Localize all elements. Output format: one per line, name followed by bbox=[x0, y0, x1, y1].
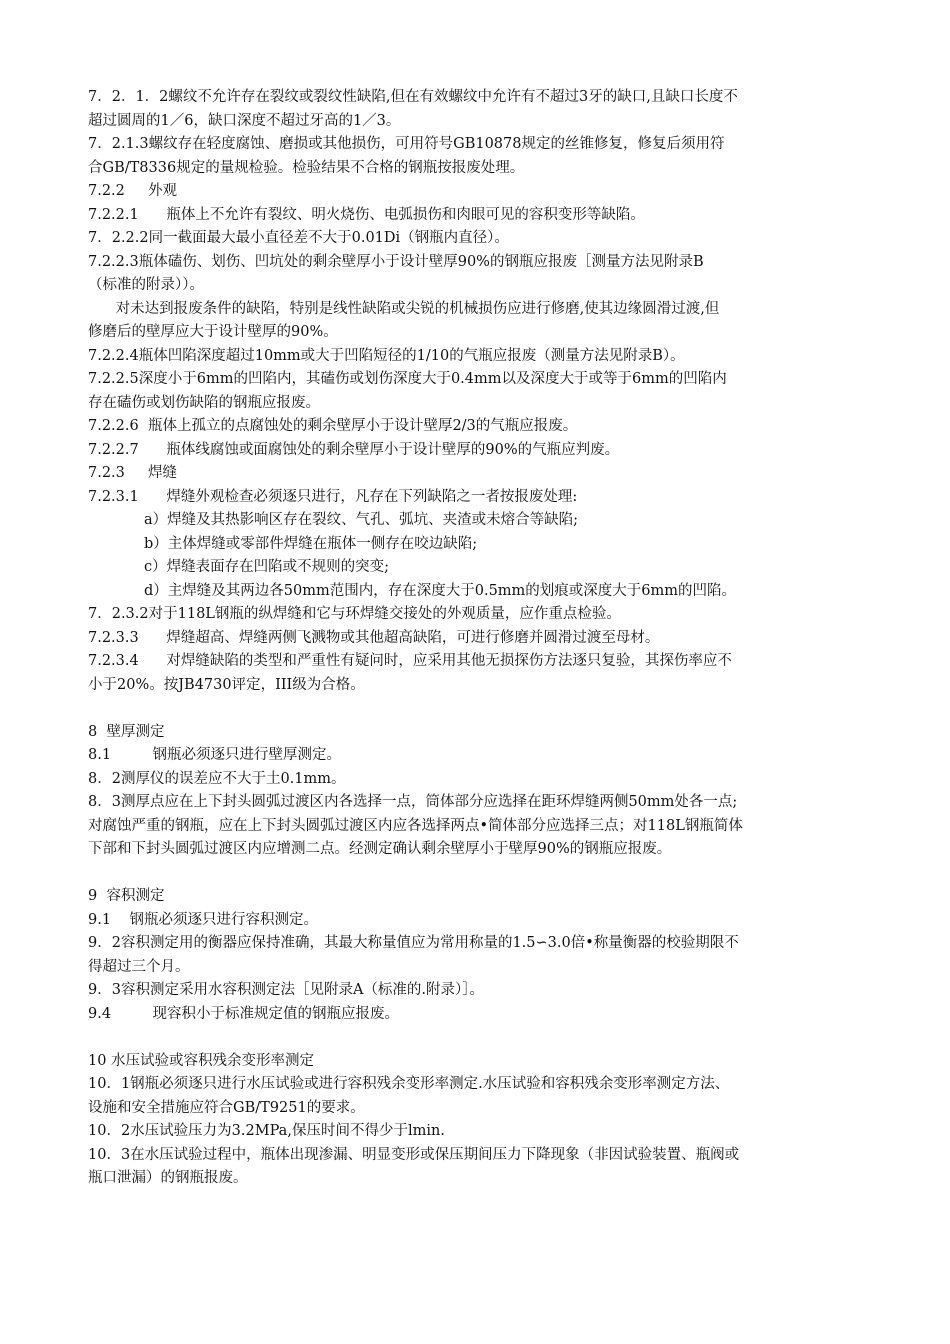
text-line: 对腐蚀严重的钢瓶，应在上下封头圆弧过渡区内应各选择两点•简体部分应选择三点；对118L钢瓶简体 bbox=[88, 817, 743, 834]
text-line: 7.2.2.6 瓶体上孤立的点腐蚀处的剩余壁厚小于设计壁厚2/3的气瓶应报废。 bbox=[88, 418, 578, 434]
text-line: 7.2.3.3 焊缝超高、焊缝两侧飞溅物或其他超高缺陷，可进行修磨并圆滑过渡至母材。 bbox=[88, 629, 660, 646]
text-line: 7.2.3.4 对焊缝缺陷的类型和严重性有疑问时，应采用其他无损探伤方法逐只复验，其探伤率应不 bbox=[88, 653, 732, 669]
text-line: 8.1 钢瓶必须逐只进行壁厚测定。 bbox=[88, 747, 342, 763]
text-line: 对未达到报废条件的缺陷，特别是线性缺陷或尖锐的机械损伤应进行修磨,使其边缘圆滑过渡,但 bbox=[88, 300, 720, 317]
text-line: 7．2.1.3螺纹存在轻度腐蚀、磨损或其他损伤，可用符号GB10878规定的丝锥修复，修复后须用符 bbox=[88, 136, 725, 152]
text-line: 9．3容积测定采用水容积测定法［见附录A（标准的.附录）］。 bbox=[88, 982, 485, 998]
text-line: 7.2.3 焊缝 bbox=[88, 465, 177, 481]
text-line: （标准的附录））。 bbox=[88, 277, 204, 293]
text-line: 7．2.3.2对于118L钢瓶的纵焊缝和它与环焊缝交接处的外观质量，应作重点检验。 bbox=[88, 606, 621, 622]
text-line: 9 容积测定 bbox=[88, 888, 165, 904]
text-line: 8．2测厚仪的误差应不大于土0.1mm。 bbox=[88, 770, 346, 787]
text-line: 瓶口泄漏）的钢瓶报废。 bbox=[88, 1170, 248, 1186]
paragraph-gap bbox=[88, 862, 864, 886]
text-line: 设施和安全措施应符合GB/T9251的要求。 bbox=[88, 1099, 365, 1116]
list-item-line: a）焊缝及其热影响区存在裂纹、气孔、弧坑、夹渣或未熔合等缺陷; bbox=[144, 512, 579, 528]
text-line: 7.2.2 外观 bbox=[88, 183, 177, 199]
text-line: 10．1钢瓶必须逐只进行水压试验或进行容积残余变形率测定.水压试验和容积残余变形率测定方法、 bbox=[88, 1076, 730, 1092]
list-item-line: c）焊缝表面存在凹陷或不规则的突变; bbox=[144, 559, 390, 575]
text-line: 下部和下封头圆弧过渡区内应增测二点。经测定确认剩余壁厚小于壁厚90%的钢瓶应报废。 bbox=[88, 841, 672, 857]
text-line: 修磨后的壁厚应大于设计壁厚的90%。 bbox=[88, 324, 338, 340]
text-line: 7.2.2.1 瓶体上不允许有裂纹、明火烧伤、电弧损伤和肉眼可见的容积变形等缺陷。 bbox=[88, 206, 645, 223]
text-line: 7.2.2.4瓶体凹陷深度超过10mm或大于凹陷短径的1/10的气瓶应报废（测量方法见附录B）。 bbox=[88, 347, 685, 364]
text-line: 超过圆周的1／6，缺口深度不超过牙高的1／3。 bbox=[88, 112, 401, 129]
text-line: 7.2.2.5深度小于6mm的凹陷内，其磕伤或划伤深度大于0.4mm以及深度大于或等于6mm的凹陷内 bbox=[88, 371, 727, 387]
text-line: 合GB/T8336规定的量规检验。检验结果不合格的钢瓶按报废处理。 bbox=[88, 159, 525, 176]
paragraph-gap bbox=[88, 1026, 864, 1050]
text-line: 9.4 现容积小于标准规定值的钢瓶应报废。 bbox=[88, 1005, 400, 1022]
text-line: 7.2.2.7 瓶体线腐蚀或面腐蚀处的剩余壁厚小于设计壁厚的90%的气瓶应判废。 bbox=[88, 441, 620, 458]
paragraph-gap bbox=[88, 697, 864, 721]
text-line: 9．2容积测定用的衡器应保持准确，其最大称量值应为常用称量的1.5∽3.0倍•称量衡器的校验期限不 bbox=[88, 935, 739, 951]
list-item-line: d）主焊缝及其两边各50mm范围内，存在深度大于0.5mm的划痕或深度大于6mm的凹陷。 bbox=[144, 582, 737, 599]
list-item-line: b）主体焊缝或零部件焊缝在瓶体一侧存在咬边缺陷; bbox=[144, 535, 478, 552]
text-line: 10 水压试验或容积残余变形率测定 bbox=[88, 1052, 315, 1069]
text-line: 9.1 钢瓶必须逐只进行容积测定。 bbox=[88, 911, 318, 928]
text-line: 小于20%。按JB4730评定，III级为合格。 bbox=[88, 676, 365, 693]
text-line: 存在磕伤或划伤缺陷的钢瓶应报废。 bbox=[88, 394, 320, 411]
text-line: 7.2.2.3瓶体磕伤、划伤、凹坑处的剩余壁厚小于设计壁厚90%的钢瓶应报废［测量方法见附录B bbox=[88, 253, 704, 270]
text-line: 7．2．1．2螺纹不允许存在裂纹或裂纹性缺陷,但在有效螺纹中允许有不超过3牙的缺口,且缺口长度不 bbox=[88, 89, 738, 105]
text-line: 8 壁厚测定 bbox=[88, 723, 165, 740]
text-line: 7．2.2.2同一截面最大最小直径差不大于0.01Di（钢瓶内直径）。 bbox=[88, 230, 509, 246]
text-line: 10．3在水压试验过程中，瓶体出现渗漏、明显变形或保压期间压力下降现象（非因试验装置、瓶阀或 bbox=[88, 1146, 740, 1163]
text-line: 得超过三个月。 bbox=[88, 958, 190, 975]
text-line: 10．2水压试验压力为3.2MPa,保压时间不得少于lmin. bbox=[88, 1123, 445, 1139]
text-line: 7.2.3.1 焊缝外观检查必须逐只进行，凡存在下列缺陷之一者按报废处理: bbox=[88, 488, 578, 505]
text-line: 8．3测厚点应在上下封头圆弧过渡区内各选择一点，筒体部分应选择在距环焊缝两侧50mm处各一点; bbox=[88, 794, 738, 810]
